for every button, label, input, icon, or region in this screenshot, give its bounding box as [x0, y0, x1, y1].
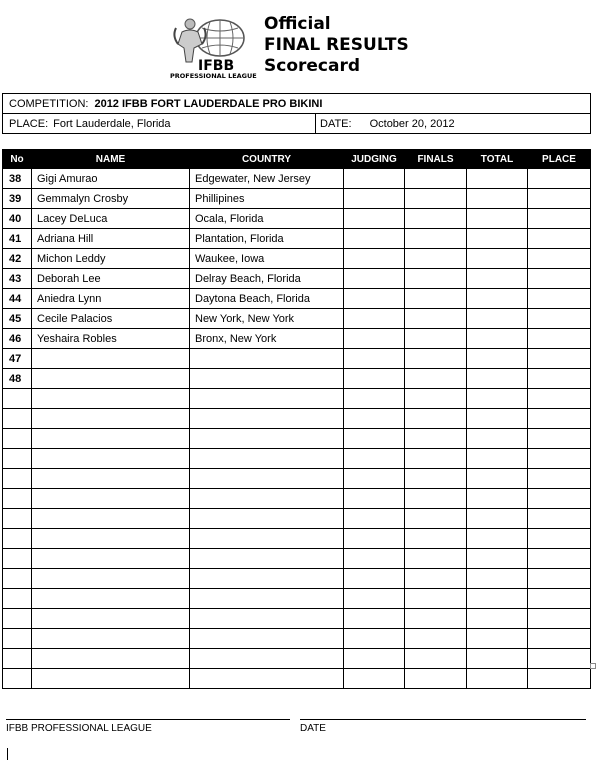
- cell-judging: [344, 649, 405, 669]
- cell-name: [32, 649, 190, 669]
- place-date-row: [3, 114, 590, 133]
- table-row: [3, 589, 591, 609]
- cell-name: [32, 669, 190, 689]
- cell-total: [467, 169, 528, 189]
- cell-name: Lacey DeLuca: [32, 209, 190, 229]
- cell-name: [32, 529, 190, 549]
- table-row: [3, 489, 591, 509]
- cell-country: [190, 509, 344, 529]
- place-value: Fort Lauderdale, Florida: [53, 117, 171, 130]
- table-resize-handle[interactable]: [590, 663, 596, 669]
- cell-judging: [344, 229, 405, 249]
- cell-no: [3, 509, 32, 529]
- cell-place: [528, 269, 591, 289]
- date-label: DATE:: [320, 117, 352, 130]
- cell-country: [190, 429, 344, 449]
- cell-finals: [405, 169, 467, 189]
- cell-place: [528, 649, 591, 669]
- table-row: [3, 469, 591, 489]
- cell-total: [467, 629, 528, 649]
- cell-country: [190, 669, 344, 689]
- cell-total: [467, 449, 528, 469]
- cell-total: [467, 289, 528, 309]
- table-row: [3, 329, 591, 349]
- cell-country: [190, 609, 344, 629]
- competition-value: 2012 IFBB FORT LAUDERDALE PRO BIKINI: [94, 97, 323, 110]
- cell-no: [3, 669, 32, 689]
- cell-name: [32, 409, 190, 429]
- cell-judging: [344, 389, 405, 409]
- cell-finals: [405, 369, 467, 389]
- cell-judging: [344, 349, 405, 369]
- table-row: [3, 229, 591, 249]
- cell-finals: [405, 289, 467, 309]
- cell-total: [467, 609, 528, 629]
- cell-name: [32, 589, 190, 609]
- cell-place: [528, 329, 591, 349]
- cell-judging: [344, 609, 405, 629]
- table-row: [3, 389, 591, 409]
- cell-total: [467, 429, 528, 449]
- cell-total: [467, 389, 528, 409]
- cell-name: [32, 569, 190, 589]
- cell-no: 43: [3, 269, 32, 289]
- cell-name: Michon Leddy: [32, 249, 190, 269]
- table-row: [3, 209, 591, 229]
- table-row: [3, 169, 591, 189]
- cell-place: [528, 249, 591, 269]
- text-cursor: [7, 748, 8, 760]
- cell-country: [190, 549, 344, 569]
- cell-no: 41: [3, 229, 32, 249]
- table-row: [3, 649, 591, 669]
- cell-country: Daytona Beach, Florida: [190, 289, 344, 309]
- table-row: [3, 449, 591, 469]
- table-row: [3, 629, 591, 649]
- cell-total: [467, 409, 528, 429]
- cell-judging: [344, 509, 405, 529]
- title-line-2: FINAL RESULTS: [264, 35, 409, 55]
- cell-place: [528, 389, 591, 409]
- cell-place: [528, 549, 591, 569]
- cell-place: [528, 429, 591, 449]
- cell-place: [528, 229, 591, 249]
- cell-country: [190, 469, 344, 489]
- place-cell: [3, 118, 315, 130]
- cell-country: [190, 649, 344, 669]
- date-signature-line: [300, 719, 586, 734]
- header-place: PLACE: [528, 150, 591, 169]
- table-row: [3, 369, 591, 389]
- cell-place: [528, 669, 591, 689]
- competition-row: [3, 94, 590, 114]
- cell-country: New York, New York: [190, 309, 344, 329]
- cell-name: [32, 489, 190, 509]
- cell-judging: [344, 449, 405, 469]
- cell-name: [32, 609, 190, 629]
- cell-country: Plantation, Florida: [190, 229, 344, 249]
- table-row: [3, 549, 591, 569]
- cell-judging: [344, 269, 405, 289]
- cell-finals: [405, 589, 467, 609]
- cell-judging: [344, 569, 405, 589]
- cell-place: [528, 529, 591, 549]
- cell-place: [528, 469, 591, 489]
- cell-finals: [405, 549, 467, 569]
- cell-judging: [344, 409, 405, 429]
- cell-judging: [344, 189, 405, 209]
- cell-no: [3, 609, 32, 629]
- cell-no: 42: [3, 249, 32, 269]
- cell-country: Bronx, New York: [190, 329, 344, 349]
- cell-finals: [405, 529, 467, 549]
- cell-name: [32, 629, 190, 649]
- ifbb-logo: [168, 14, 260, 80]
- cell-finals: [405, 509, 467, 529]
- cell-total: [467, 469, 528, 489]
- cell-finals: [405, 449, 467, 469]
- logo-org-text: IFBB: [198, 58, 235, 74]
- table-row: [3, 349, 591, 369]
- cell-finals: [405, 469, 467, 489]
- header-total: TOTAL: [467, 150, 528, 169]
- date-signature-label: DATE: [300, 723, 326, 734]
- cell-no: 47: [3, 349, 32, 369]
- cell-judging: [344, 529, 405, 549]
- cell-judging: [344, 249, 405, 269]
- results-table: [2, 149, 591, 689]
- table-row: [3, 409, 591, 429]
- table-row: [3, 529, 591, 549]
- cell-total: [467, 189, 528, 209]
- cell-place: [528, 589, 591, 609]
- cell-finals: [405, 229, 467, 249]
- cell-no: 46: [3, 329, 32, 349]
- cell-no: [3, 389, 32, 409]
- cell-no: 40: [3, 209, 32, 229]
- table-row: [3, 509, 591, 529]
- cell-finals: [405, 349, 467, 369]
- cell-country: Edgewater, New Jersey: [190, 169, 344, 189]
- cell-place: [528, 409, 591, 429]
- cell-country: [190, 629, 344, 649]
- cell-country: Waukee, Iowa: [190, 249, 344, 269]
- cell-name: [32, 389, 190, 409]
- title-line-1: Official: [264, 14, 331, 34]
- cell-total: [467, 529, 528, 549]
- cell-country: Phillipines: [190, 189, 344, 209]
- cell-name: [32, 349, 190, 369]
- cell-no: [3, 589, 32, 609]
- header-no: No: [3, 150, 32, 169]
- cell-country: [190, 449, 344, 469]
- header-judging: JUDGING: [344, 150, 405, 169]
- cell-country: Delray Beach, Florida: [190, 269, 344, 289]
- cell-finals: [405, 389, 467, 409]
- cell-judging: [344, 429, 405, 449]
- cell-judging: [344, 369, 405, 389]
- logo-org-sub: PROFESSIONAL LEAGUE: [170, 72, 257, 80]
- table-row: [3, 249, 591, 269]
- cell-total: [467, 229, 528, 249]
- org-signature-label: IFBB PROFESSIONAL LEAGUE: [6, 723, 152, 734]
- cell-no: 39: [3, 189, 32, 209]
- cell-place: [528, 309, 591, 329]
- cell-country: [190, 589, 344, 609]
- cell-country: [190, 489, 344, 509]
- cell-no: [3, 529, 32, 549]
- cell-judging: [344, 289, 405, 309]
- cell-name: Aniedra Lynn: [32, 289, 190, 309]
- cell-place: [528, 189, 591, 209]
- cell-judging: [344, 669, 405, 689]
- cell-total: [467, 649, 528, 669]
- cell-no: 48: [3, 369, 32, 389]
- cell-country: [190, 349, 344, 369]
- cell-total: [467, 309, 528, 329]
- cell-judging: [344, 169, 405, 189]
- cell-finals: [405, 309, 467, 329]
- table-header-row: [3, 150, 591, 169]
- cell-total: [467, 569, 528, 589]
- cell-place: [528, 209, 591, 229]
- cell-name: [32, 449, 190, 469]
- cell-place: [528, 489, 591, 509]
- cell-finals: [405, 609, 467, 629]
- cell-name: Gigi Amurao: [32, 169, 190, 189]
- cell-no: [3, 429, 32, 449]
- cell-no: [3, 409, 32, 429]
- cell-place: [528, 609, 591, 629]
- cell-name: Deborah Lee: [32, 269, 190, 289]
- scorecard-title: [264, 14, 409, 77]
- cell-name: [32, 509, 190, 529]
- cell-name: Yeshaira Robles: [32, 329, 190, 349]
- cell-finals: [405, 669, 467, 689]
- cell-name: [32, 549, 190, 569]
- cell-country: Ocala, Florida: [190, 209, 344, 229]
- cell-country: [190, 409, 344, 429]
- cell-finals: [405, 249, 467, 269]
- cell-judging: [344, 589, 405, 609]
- cell-judging: [344, 329, 405, 349]
- cell-finals: [405, 649, 467, 669]
- cell-no: [3, 649, 32, 669]
- header-country: COUNTRY: [190, 150, 344, 169]
- cell-country: [190, 389, 344, 409]
- cell-judging: [344, 209, 405, 229]
- cell-place: [528, 449, 591, 469]
- cell-place: [528, 569, 591, 589]
- cell-no: [3, 449, 32, 469]
- cell-total: [467, 269, 528, 289]
- cell-place: [528, 289, 591, 309]
- cell-total: [467, 209, 528, 229]
- cell-name: Adriana Hill: [32, 229, 190, 249]
- cell-total: [467, 329, 528, 349]
- table-row: [3, 269, 591, 289]
- cell-judging: [344, 629, 405, 649]
- cell-total: [467, 549, 528, 569]
- cell-country: [190, 529, 344, 549]
- cell-no: 45: [3, 309, 32, 329]
- cell-total: [467, 509, 528, 529]
- cell-finals: [405, 209, 467, 229]
- cell-judging: [344, 549, 405, 569]
- cell-finals: [405, 329, 467, 349]
- title-line-3: Scorecard: [264, 56, 361, 76]
- org-signature-line: [6, 719, 290, 734]
- cell-finals: [405, 429, 467, 449]
- cell-country: [190, 569, 344, 589]
- date-cell: [315, 114, 588, 133]
- scorecard-header: [168, 14, 428, 80]
- cell-judging: [344, 489, 405, 509]
- date-value: October 20, 2012: [369, 117, 455, 130]
- competition-label: COMPETITION:: [9, 97, 89, 110]
- competition-info: [2, 93, 591, 134]
- cell-finals: [405, 489, 467, 509]
- table-row: [3, 189, 591, 209]
- cell-place: [528, 509, 591, 529]
- cell-name: Gemmalyn Crosby: [32, 189, 190, 209]
- cell-finals: [405, 189, 467, 209]
- cell-no: [3, 629, 32, 649]
- results-body: [3, 169, 591, 689]
- cell-judging: [344, 469, 405, 489]
- cell-no: [3, 549, 32, 569]
- cell-no: [3, 469, 32, 489]
- table-row: [3, 569, 591, 589]
- cell-finals: [405, 409, 467, 429]
- cell-finals: [405, 629, 467, 649]
- cell-total: [467, 249, 528, 269]
- cell-country: [190, 369, 344, 389]
- cell-finals: [405, 269, 467, 289]
- header-finals: FINALS: [405, 150, 467, 169]
- cell-name: [32, 429, 190, 449]
- cell-place: [528, 349, 591, 369]
- cell-judging: [344, 309, 405, 329]
- cell-no: [3, 489, 32, 509]
- cell-no: [3, 569, 32, 589]
- table-row: [3, 429, 591, 449]
- table-row: [3, 669, 591, 689]
- cell-name: [32, 469, 190, 489]
- cell-total: [467, 589, 528, 609]
- cell-no: 38: [3, 169, 32, 189]
- cell-place: [528, 369, 591, 389]
- cell-total: [467, 669, 528, 689]
- table-row: [3, 609, 591, 629]
- cell-name: Cecile Palacios: [32, 309, 190, 329]
- table-row: [3, 289, 591, 309]
- table-row: [3, 309, 591, 329]
- cell-name: [32, 369, 190, 389]
- place-label: PLACE:: [9, 117, 49, 130]
- cell-total: [467, 349, 528, 369]
- cell-total: [467, 369, 528, 389]
- cell-total: [467, 489, 528, 509]
- cell-finals: [405, 569, 467, 589]
- cell-no: 44: [3, 289, 32, 309]
- cell-place: [528, 169, 591, 189]
- header-name: NAME: [32, 150, 190, 169]
- cell-place: [528, 629, 591, 649]
